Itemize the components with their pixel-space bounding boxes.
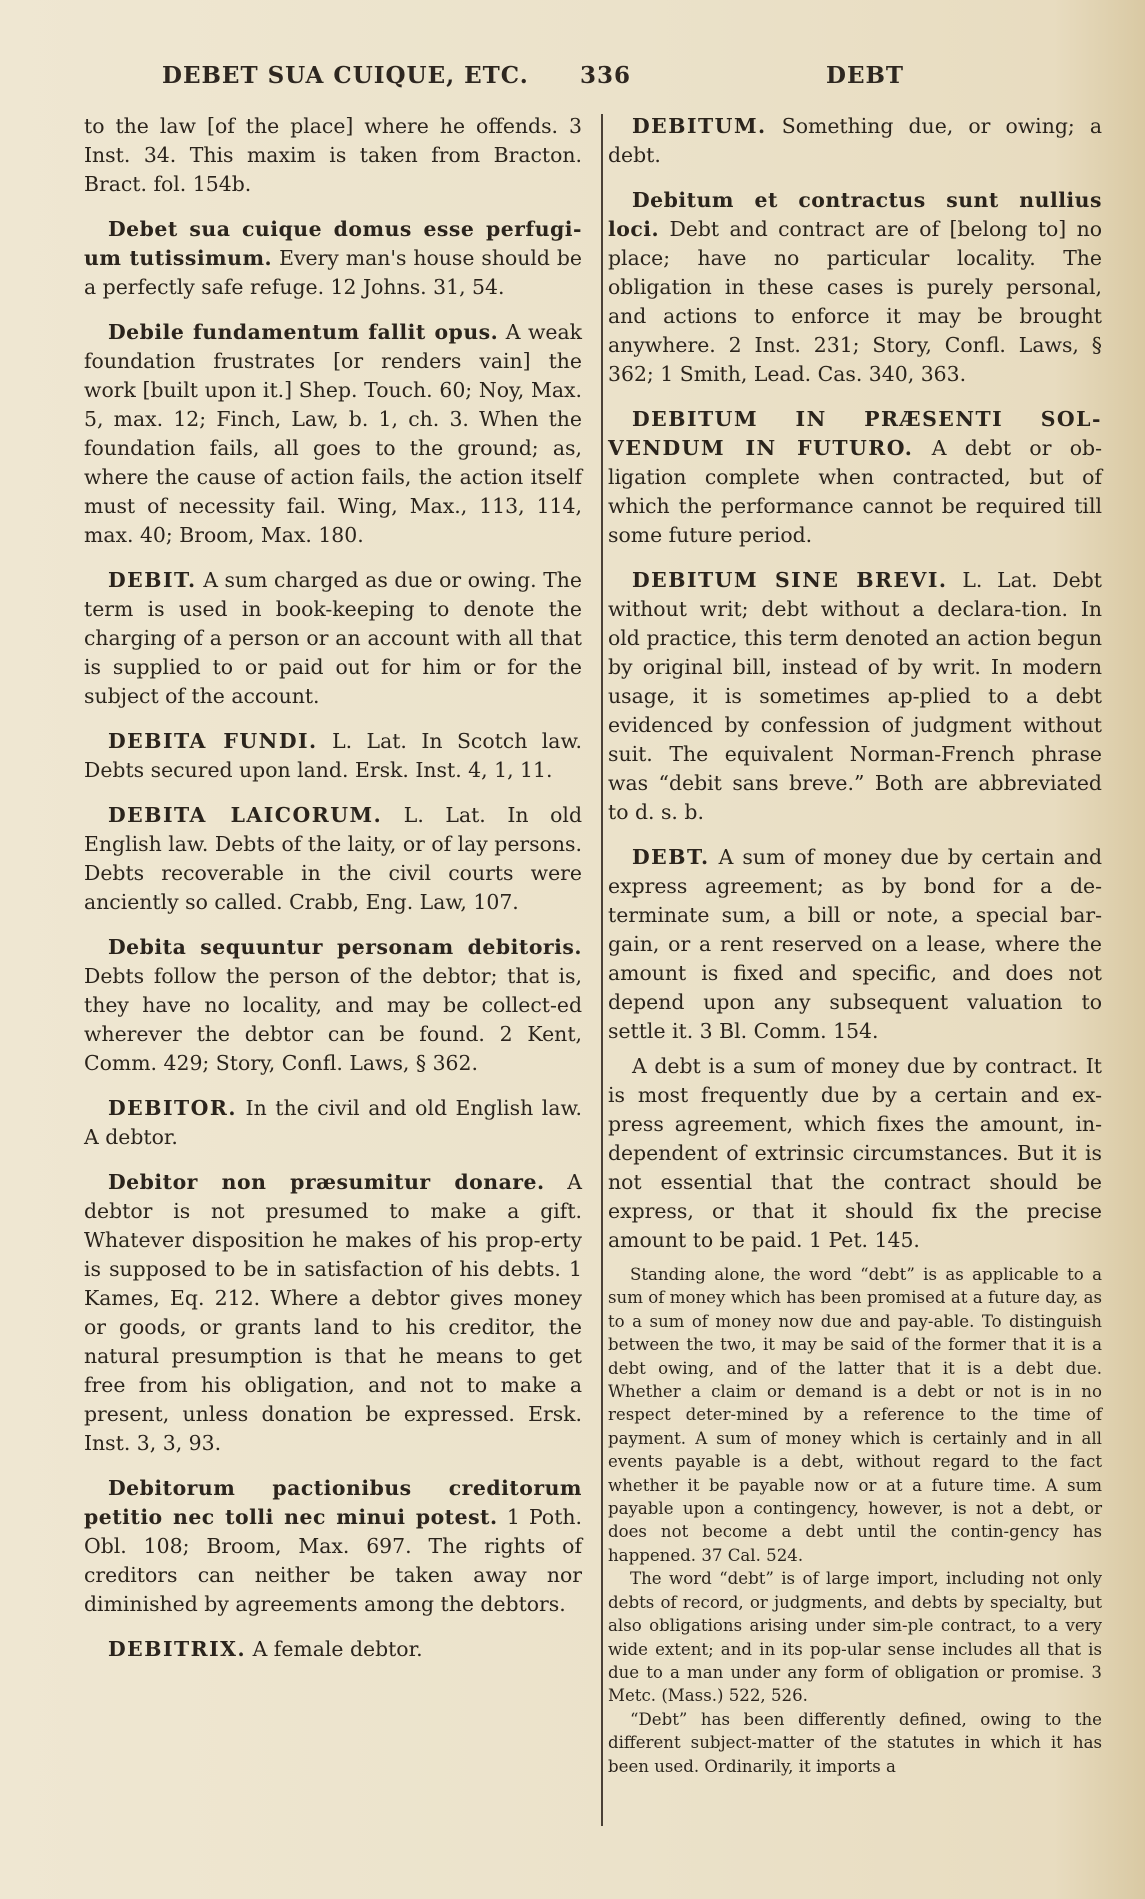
right-column [608, 112, 1102, 1778]
entry-term: Debitor non præsumitur donare. [108, 1170, 545, 1194]
entry-term: DEBITUM. [632, 114, 767, 138]
entry [608, 1052, 1102, 1255]
entry [84, 933, 582, 1078]
entry [84, 1094, 582, 1152]
column-divider [601, 114, 603, 1826]
entry [608, 186, 1102, 389]
entry-term: Debita sequuntur personam debitoris. [108, 935, 582, 959]
page-number: 336 [580, 62, 632, 89]
entry-text: In the civil and old English law. A debtor. [84, 1096, 582, 1149]
entry-term: Debet sua cuique domus esse perfugi-um tutissimum. [84, 217, 582, 270]
entry-text: Something due, or owing; a debt. [608, 114, 1103, 167]
entry-term: DEBIT. [108, 568, 197, 592]
running-header [0, 62, 1145, 98]
header-left-guideword: DEBET SUA CUIQUE, ETC. [162, 62, 529, 89]
left-column [84, 112, 582, 1680]
entry-text: L. Lat. In old English law. Debts of the laity, or of lay persons. Debts recoverable in the civil courts were anciently so called. Crabb, Eng. Law, 107. [84, 803, 582, 914]
entry-text: L. Lat. Debt without writ; debt without a declara-tion. In old practice, this term denoted an action begun by original bill, instead of by writ. In modern usage, it is sometimes ap-plied to a debt evidenced by confession of judgment without suit. The equivalent Norman-French phrase was “debit sans breve.” Both are abbreviated to d. s. b. [608, 568, 1102, 824]
entry-text: to the law [of the place] where he offends. 3 Inst. 34. This maxim is taken from Bracton. Bract. fol. 154b. [84, 114, 582, 196]
entry-term: DEBITOR. [108, 1096, 237, 1120]
header-right-guideword: DEBT [826, 62, 905, 89]
footnote-paragraph: The word “debt” is of large import, including not only debts of record, or judgments, and debts by specialty, but also obligations arising under sim-ple contract, to a very wide extent; and in its pop-ular sense includes all that is due to a man under any form of obligation or promise. 3 Metc. (Mass.) 522, 526. [608, 1569, 1102, 1706]
entry-text: A sum charged as due or owing. The term is used in book-keeping to denote the charging of a person or an account with all that is supplied to or paid out for him or for the subject of the account. [84, 568, 582, 708]
entry-text: Debt and contract are of [belong to] no place; have no particular locality. The obligation in these cases is purely personal, and actions to enforce it may be brought anywhere. 2 Inst. 231; Story, Confl. Laws, § 362; 1 Smith, Lead. Cas. 340, 363. [608, 217, 1103, 386]
entry-term: DEBITA FUNDI. [108, 729, 318, 753]
entry-term: Debitum et contractus sunt nullius loci. [608, 188, 1102, 241]
entry [84, 727, 582, 785]
entry [84, 318, 582, 550]
footnote-paragraph: Standing alone, the word “debt” is as applicable to a sum of money which has been promised at a future day, as to a sum of money now due and pay-able. To distinguish between the two, it may be said of the former that it is a debt owing, and of the latter that it is a debt due. Whether a claim or demand is a debt or not is in no respect deter-mined by a reference to the time of payment. A sum of money which is certainly and in all events payable is a debt, without regard to the fact whether it be payable now or at a future time. A sum payable upon a contingency, however, is not a debt, or does not become a debt until the contin-gency has happened. 37 Cal. 524. [608, 1265, 1102, 1565]
entry-text: L. Lat. In Scotch law. Debts secured upon land. Ersk. Inst. 4, 1, 11. [84, 729, 582, 782]
entry [84, 1474, 582, 1619]
entry-term: DEBITRIX. [108, 1637, 247, 1661]
entry-term: DEBITA LAICORUM. [108, 803, 383, 827]
entry-text: A sum of money due by certain and express agreement; as by bond for a de-terminate sum, a bill or note, a special bar-gain, or a rent reserved on a lease, where the amount is fixed and specific, and does not depend upon any subsequent valuation to settle it. 3 Bl. Comm. 154. [608, 845, 1103, 1043]
entry [84, 801, 582, 917]
entry [84, 566, 582, 711]
entry-term: DEBT. [632, 845, 710, 869]
entry-term: Debitorum pactionibus creditorum petitio nec tolli nec minui potest. [84, 1476, 582, 1529]
entry [608, 405, 1102, 550]
entry-text: A debt is a sum of money due by contract. It is most frequently due by a certain and ex-press agreement, which fixes the amount, in-dependent of extrinsic circumstances. But it is not essential that the contract should be express, or that it should fix the precise amount to be paid. 1 Pet. 145. [608, 1054, 1102, 1252]
entry-text: A female debtor. [252, 1637, 423, 1661]
entry [608, 112, 1102, 170]
entry-text: Every man's house should be a perfectly safe refuge. 12 Johns. 31, 54. [84, 246, 582, 299]
footnote-paragraph: “Debt” has been differently defined, owing to the different subject-matter of the statutes in which it has been used. Ordinarily, it imports a [608, 1709, 1102, 1776]
entry-term: DEBITUM IN PRÆSENTI SOL-VENDUM IN FUTURO. [608, 407, 1102, 460]
entry [84, 1635, 582, 1664]
entry-term: Debile fundamentum fallit opus. [108, 320, 499, 344]
entry [84, 112, 582, 199]
entry [84, 1168, 582, 1458]
entry [608, 566, 1102, 827]
entry-text: A debtor is not presumed to make a gift. Whatever disposition he makes of his prop-erty is supposed to be in satisfaction of his debts. 1 Kames, Eq. 212. Where a debtor gives money or goods, or grants land to his creditor, the natural presumption is that he means to get free from his obligation, and not to make a present, unless donation be expressed. Ersk. Inst. 3, 3, 93. [84, 1170, 582, 1455]
entry-text: 1 Poth. Obl. 108; Broom, Max. 697. The rights of creditors can neither be taken away nor diminished by agreements among the debtors. [84, 1505, 582, 1616]
entry-text: Debts follow the person of the debtor; that is, they have no locality, and may be collect-ed wherever the debtor can be found. 2 Kent, Comm. 429; Story, Confl. Laws, § 362. [84, 964, 582, 1075]
entry [608, 843, 1102, 1046]
entry-text: A debt or ob-ligation complete when contracted, but of which the performance cannot be required till some future period. [608, 436, 1102, 547]
entry-term: DEBITUM SINE BREVI. [632, 568, 948, 592]
entry-text: A weak foundation frustrates [or renders vain] the work [built upon it.] Shep. Touch. 60; Noy, Max. 5, max. 12; Finch, Law, b. 1, ch. 3. When the foundation fails, all goes to the ground; as, where the cause of action fails, the action itself must of necessity fail. Wing, Max., 113, 114, max. 40; Broom, Max. 180. [84, 320, 582, 547]
entry [84, 215, 582, 302]
